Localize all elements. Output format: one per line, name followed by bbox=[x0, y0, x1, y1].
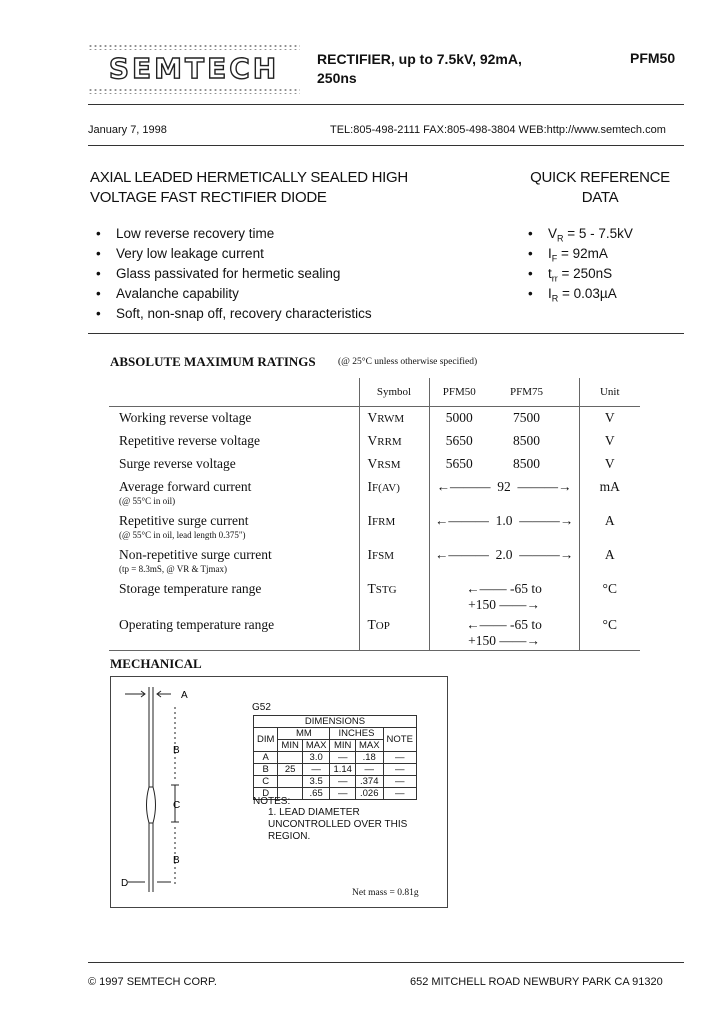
pfm50-value: 5000 bbox=[429, 407, 489, 430]
ratings-condition-note: (@ 25°C unless otherwise specified) bbox=[338, 357, 478, 367]
product-title-line-1: AXIAL LEADED HERMETICALLY SEALED HIGH bbox=[90, 169, 408, 186]
param-symbol bbox=[359, 578, 429, 614]
quick-ref-subscript: R bbox=[557, 233, 564, 244]
dim-label-b-top: B bbox=[173, 745, 180, 756]
table-row bbox=[109, 578, 640, 614]
bullet-icon: • bbox=[528, 226, 533, 241]
span-value: ←―― -65 to +150 ――→ bbox=[429, 578, 579, 614]
quick-ref-value: = 0.03µA bbox=[558, 286, 617, 301]
dimensions-table bbox=[253, 715, 417, 800]
symbol-subscript: OP bbox=[375, 619, 390, 632]
param-name: Surge reverse voltage bbox=[119, 455, 236, 471]
note-1: 1. LEAD DIAMETER UNCONTROLLED OVER THIS REGION. bbox=[268, 807, 408, 842]
pfm75-value: 8500 bbox=[513, 455, 540, 471]
unit-value: V bbox=[579, 430, 640, 453]
product-title bbox=[90, 168, 470, 208]
pfm75-header: PFM75 bbox=[489, 378, 564, 407]
unit-value: °C bbox=[579, 578, 640, 614]
spacer-cell bbox=[564, 430, 579, 453]
table-row bbox=[109, 453, 640, 476]
pfm75-value: 7500 bbox=[513, 410, 540, 425]
part-number: PFM50 bbox=[630, 50, 676, 66]
note-header: NOTE bbox=[383, 728, 416, 752]
footer-divider bbox=[88, 962, 684, 963]
unit-value: V bbox=[579, 407, 640, 430]
feature-text: Glass passivated for hermetic sealing bbox=[116, 266, 341, 281]
symbol-letter: V bbox=[367, 410, 378, 425]
spacer-cell bbox=[564, 453, 579, 476]
param-name: Working reverse voltage bbox=[119, 410, 252, 425]
quick-ref-symbol: t bbox=[548, 266, 552, 281]
copyright: © 1997 SEMTECH CORP. bbox=[88, 976, 217, 988]
param-name: Non-repetitive surge current bbox=[119, 546, 272, 562]
symbol-letter: I bbox=[367, 478, 372, 494]
symbol-letter: T bbox=[367, 616, 376, 632]
dim-cell: A bbox=[254, 752, 278, 764]
min-header: MIN bbox=[278, 740, 302, 752]
dim-cell: 1.14 bbox=[330, 764, 356, 776]
bullet-icon: • bbox=[96, 286, 101, 301]
contact-info: TEL:805-498-2111 FAX:805-498-3804 WEB:http://www.semtech.com bbox=[330, 124, 666, 136]
symbol-subscript: RRM bbox=[377, 435, 402, 448]
span-value-text: -65 to +150 bbox=[468, 580, 542, 612]
param-symbol bbox=[359, 614, 429, 651]
quick-ref-subscript: F bbox=[551, 253, 558, 264]
dim-cell: B bbox=[254, 764, 278, 776]
dim-cell: — bbox=[383, 776, 416, 788]
table-row bbox=[254, 728, 417, 740]
table-row bbox=[109, 407, 640, 430]
span-value-text: 2.0 bbox=[495, 546, 513, 562]
quick-ref-subscript: rr bbox=[551, 273, 558, 284]
param-cell bbox=[109, 510, 359, 544]
dim-cell: — bbox=[330, 788, 356, 800]
min-header: MIN bbox=[330, 740, 356, 752]
unit-value: °C bbox=[579, 614, 640, 651]
param-symbol bbox=[359, 407, 429, 430]
param-symbol bbox=[359, 476, 429, 510]
dim-cell: — bbox=[330, 776, 356, 788]
feature-item bbox=[96, 304, 372, 324]
table-row bbox=[109, 510, 640, 544]
dim-cell: C bbox=[254, 776, 278, 788]
logo-text: SEMTECH bbox=[108, 52, 280, 85]
inches-header: INCHES bbox=[330, 728, 383, 740]
param-name: Operating temperature range bbox=[109, 614, 359, 651]
param-symbol bbox=[359, 430, 429, 453]
dim-cell: .18 bbox=[355, 752, 383, 764]
quick-ref-value: = 5 - 7.5kV bbox=[563, 226, 633, 241]
param-cell bbox=[109, 476, 359, 510]
table-row bbox=[254, 776, 417, 788]
spacer-cell bbox=[564, 407, 579, 430]
dim-cell: .65 bbox=[302, 788, 330, 800]
semtech-logo bbox=[88, 44, 300, 96]
param-name: Storage temperature range bbox=[119, 580, 262, 596]
document-date: January 7, 1998 bbox=[88, 124, 167, 136]
feature-item bbox=[96, 284, 372, 304]
dim-header: DIM bbox=[254, 728, 278, 752]
pfm50-header: PFM50 bbox=[429, 378, 489, 407]
pfm50-value: 5650 bbox=[429, 430, 489, 453]
unit-header: Unit bbox=[579, 378, 640, 407]
pfm75-value: 8500 bbox=[513, 432, 540, 448]
quick-ref-symbol: V bbox=[548, 226, 558, 241]
dim-cell bbox=[278, 776, 302, 788]
net-mass: Net mass = 0.81g bbox=[352, 888, 419, 898]
param-name: Average forward current bbox=[119, 478, 252, 494]
quick-reference-heading bbox=[520, 168, 680, 208]
feature-list bbox=[96, 224, 372, 324]
quick-ref-subscript: R bbox=[551, 293, 559, 304]
span-value-text: 92 bbox=[497, 478, 511, 494]
quick-ref-item bbox=[528, 224, 633, 244]
section-divider bbox=[88, 333, 684, 334]
span-value-text: 1.0 bbox=[495, 512, 513, 528]
quick-ref-item bbox=[528, 264, 633, 284]
dim-cell: .374 bbox=[355, 776, 383, 788]
table-row bbox=[109, 544, 640, 578]
symbol-letter: V bbox=[367, 455, 378, 471]
dim-cell: — bbox=[383, 752, 416, 764]
span-value: ←――― 92 ―――→ bbox=[429, 476, 579, 510]
dim-cell: 3.5 bbox=[302, 776, 330, 788]
quick-ref-symbol: I bbox=[548, 286, 552, 301]
dim-cell: — bbox=[383, 764, 416, 776]
bullet-icon: • bbox=[528, 286, 533, 301]
dim-label-b-bottom: B bbox=[173, 855, 180, 866]
spacer-header bbox=[564, 378, 579, 407]
span-value: ←――― 2.0 ―――→ bbox=[429, 544, 579, 578]
span-value-text: -65 to +150 bbox=[468, 616, 542, 648]
table-row bbox=[254, 752, 417, 764]
package-code: G52 bbox=[252, 702, 271, 713]
quick-reference-line-1: QUICK REFERENCE bbox=[530, 169, 670, 186]
feature-item bbox=[96, 224, 372, 244]
ratings-heading: ABSOLUTE MAXIMUM RATINGS bbox=[110, 354, 316, 369]
dim-cell: 25 bbox=[278, 764, 302, 776]
max-header: MAX bbox=[302, 740, 330, 752]
bullet-icon: • bbox=[96, 226, 101, 241]
document-title bbox=[317, 50, 547, 88]
dim-cell: — bbox=[302, 764, 330, 776]
unit-value: A bbox=[579, 510, 640, 544]
notes-heading: NOTES: bbox=[253, 796, 291, 807]
feature-text: Soft, non-snap off, recovery characteristics bbox=[116, 306, 372, 321]
quick-ref-value: = 92mA bbox=[557, 246, 608, 261]
symbol-letter: V bbox=[367, 432, 378, 448]
table-row bbox=[254, 764, 417, 776]
product-title-line-2: VOLTAGE FAST RECTIFIER DIODE bbox=[90, 189, 327, 206]
ratings-table bbox=[109, 378, 640, 651]
param-cell bbox=[109, 544, 359, 578]
unit-value: mA bbox=[579, 476, 640, 510]
param-note: (@ 55°C in oil) bbox=[119, 495, 176, 506]
symbol-subscript: FSM bbox=[372, 549, 395, 562]
unit-value: A bbox=[579, 544, 640, 578]
bullet-icon: • bbox=[96, 306, 101, 321]
param-name: Repetitive reverse voltage bbox=[119, 432, 260, 448]
bullet-icon: • bbox=[96, 246, 101, 261]
span-value: ←――― 1.0 ―――→ bbox=[429, 510, 579, 544]
table-row bbox=[254, 716, 417, 728]
title-line-2: 250ns bbox=[317, 70, 357, 86]
bullet-icon: • bbox=[528, 246, 533, 261]
dim-cell: — bbox=[355, 764, 383, 776]
quick-reference-list bbox=[528, 224, 633, 304]
header-divider-2 bbox=[88, 145, 684, 146]
dim-cell: D bbox=[254, 788, 278, 800]
dimensions-title: DIMENSIONS bbox=[254, 716, 417, 728]
symbol-letter: T bbox=[367, 580, 376, 596]
bullet-icon: • bbox=[96, 266, 101, 281]
table-row bbox=[109, 430, 640, 453]
feature-item bbox=[96, 244, 372, 264]
feature-text: Very low leakage current bbox=[116, 246, 264, 261]
table-row bbox=[109, 614, 640, 651]
quick-ref-symbol: I bbox=[548, 246, 552, 261]
symbol-subscript: STG bbox=[375, 583, 397, 596]
symbol-subscript: RWM bbox=[377, 413, 405, 425]
dim-label-a: A bbox=[181, 690, 188, 701]
dim-cell: — bbox=[330, 752, 356, 764]
param-symbol bbox=[359, 510, 429, 544]
feature-text: Avalanche capability bbox=[116, 286, 239, 301]
pfm50-value: 5650 bbox=[429, 453, 489, 476]
dim-label-c: C bbox=[173, 800, 181, 811]
param-note: (tp = 8.3mS, @ VR & Tjmax) bbox=[119, 563, 228, 574]
dim-label-d: D bbox=[121, 878, 129, 889]
span-value: ←―― -65 to +150 ――→ bbox=[429, 614, 579, 651]
logo-dot-band-top bbox=[88, 44, 300, 50]
symbol-header: Symbol bbox=[359, 378, 429, 407]
symbol-subscript: F(AV) bbox=[372, 481, 400, 494]
feature-text: Low reverse recovery time bbox=[116, 226, 275, 241]
dim-cell: .026 bbox=[355, 788, 383, 800]
dim-cell: 3.0 bbox=[302, 752, 330, 764]
symbol-subscript: FRM bbox=[372, 515, 396, 528]
quick-reference-line-2: DATA bbox=[581, 189, 619, 206]
symbol-subscript: RSM bbox=[377, 458, 401, 471]
param-symbol bbox=[359, 544, 429, 578]
mechanical-heading: MECHANICAL bbox=[110, 656, 202, 671]
unit-value: V bbox=[579, 453, 640, 476]
quick-ref-item bbox=[528, 244, 633, 264]
feature-item bbox=[96, 264, 372, 284]
mm-header: MM bbox=[278, 728, 330, 740]
quick-ref-item bbox=[528, 284, 633, 304]
dim-cell: — bbox=[383, 788, 416, 800]
title-line-1: RECTIFIER, up to 7.5kV, 92mA, bbox=[317, 51, 522, 67]
parameter-header bbox=[109, 378, 359, 407]
table-row bbox=[109, 476, 640, 510]
symbol-letter: I bbox=[367, 512, 372, 528]
logo-dot-band-bottom bbox=[88, 88, 300, 94]
bullet-icon: • bbox=[528, 266, 533, 281]
max-header: MAX bbox=[355, 740, 383, 752]
param-name: Repetitive surge current bbox=[119, 512, 249, 528]
header-divider bbox=[88, 104, 684, 105]
company-address: 652 MITCHELL ROAD NEWBURY PARK CA 91320 bbox=[410, 976, 663, 988]
symbol-letter: I bbox=[367, 546, 372, 562]
quick-ref-value: = 250nS bbox=[557, 266, 613, 281]
param-note: (@ 55°C in oil, lead length 0.375") bbox=[119, 529, 246, 540]
ratings-header-row bbox=[109, 378, 640, 407]
param-symbol bbox=[359, 453, 429, 476]
dim-cell bbox=[278, 752, 302, 764]
